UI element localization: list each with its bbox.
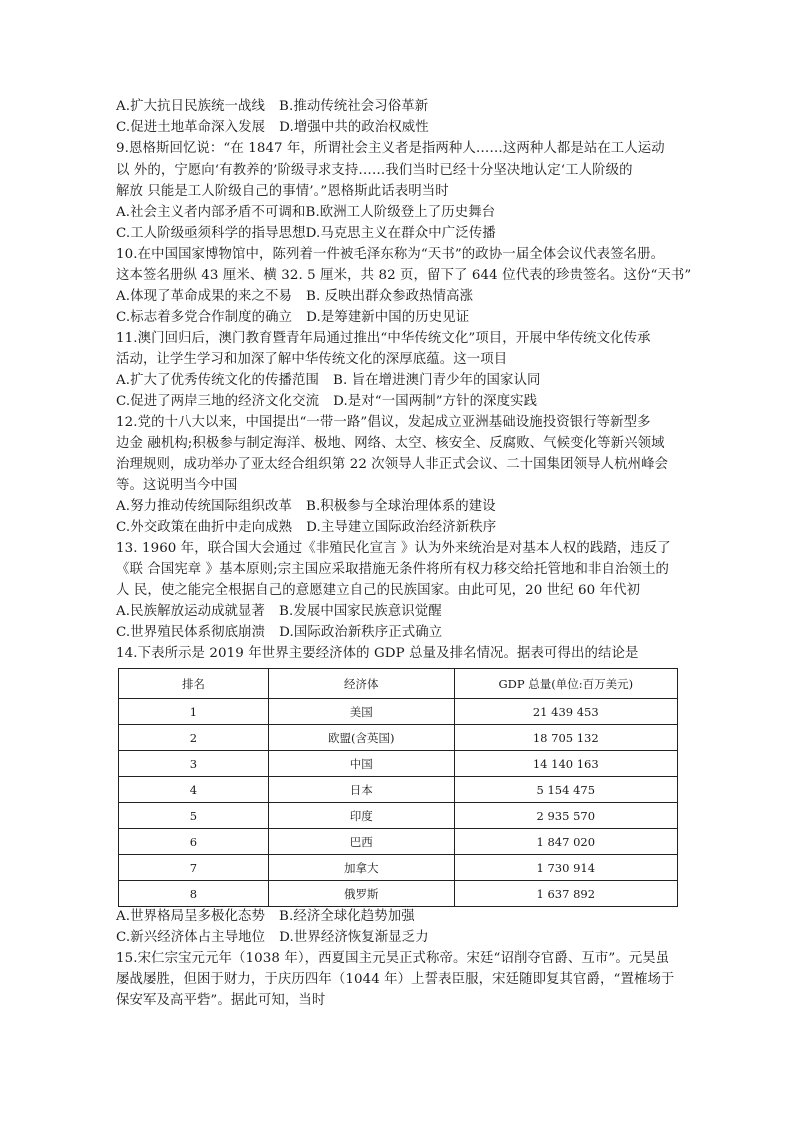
q11-stem-line: 11.澳门回归后，澳门教育暨青年局通过推出“中华传统文化”项目，开展中华传统文化传承 <box>116 331 651 346</box>
table-body <box>119 699 678 907</box>
q14-options-row-2 <box>116 928 429 948</box>
q8-options-row-1 <box>116 97 428 117</box>
q9-option-c: C.工人阶级亟须科学的指导思想 <box>116 226 306 241</box>
q13-option-b: B.发展中国家民族意识觉醒 <box>279 604 442 619</box>
table-cell-rank: 5 <box>119 803 269 829</box>
q15-stem-line: 屡战屡胜，但困于财力，于庆历四年（1044 年）上誓表臣服，宋廷随即复其官爵，“置榷场于 <box>116 972 675 987</box>
q9-options-row-1 <box>116 203 495 223</box>
table-cell-gdp: 1 637 892 <box>454 881 677 907</box>
q9-options-row-2 <box>116 224 496 244</box>
q9-stem-line: 9.恩格斯回忆说：“在 1847 年，所谓社会主义者是指两种人……这两种人都是站在工人运动 <box>116 141 665 156</box>
table-row <box>119 699 678 725</box>
q12-options-row-1 <box>116 497 496 517</box>
q13-option-c: C.世界殖民体系彻底崩溃 <box>116 625 266 640</box>
table-cell-gdp: 18 705 132 <box>454 725 677 751</box>
column-header-rank: 排名 <box>119 669 269 699</box>
q12-option-d: D.主导建立国际政治经济新秩序 <box>306 520 497 535</box>
q8-options-row-2 <box>116 118 429 138</box>
q13-stem-line: 人 民，使之能完全根据自己的意愿建立自己的民族国家。由此可见，20 世纪 60 年代初 <box>116 583 641 598</box>
q10-stem-line: 这本签名册纵 43 厘米、横 32. 5 厘米，共 82 页，留下了 644 位代表的珍贵签名。这份“天书” <box>116 268 692 283</box>
q10-options-row-2 <box>116 308 469 328</box>
table-cell-economy: 日本 <box>268 777 454 803</box>
table-row <box>119 855 678 881</box>
q11-option-b: B. 旨在增进澳门青少年的国家认同 <box>333 373 541 388</box>
q9-stem-line: 以 外的，宁愿向‘有教养的’阶级寻求支持……我们当时已经十分坚决地认定‘工人阶级的 <box>116 163 633 178</box>
q13-option-d: D.国际政治新秩序正式确立 <box>279 625 443 640</box>
q9-option-b: B.欧洲工人阶级登上了历史舞台 <box>305 205 496 220</box>
q8-option-a: A.扩大抗日民族统一战线 <box>116 99 266 114</box>
q10-option-a: A.体现了革命成果的来之不易 <box>116 289 293 304</box>
q15-stem-line: 15.宋仁宗宝元元年（1038 年），西夏国主元昊正式称帝。宋廷“诏削夺官爵、互市”。元昊虽 <box>116 951 670 966</box>
q15-stem-line: 保安军及高平砦”。据此可知，当时 <box>116 993 326 1008</box>
q12-stem-line: 边金 融机构;积极参与制定海洋、极地、网络、太空、核安全、反腐败、气候变化等新兴领域 <box>116 436 665 451</box>
table-cell-gdp: 1 730 914 <box>454 855 677 881</box>
q8-option-d: D.增强中共的政治权威性 <box>279 120 429 135</box>
q14-stem-line: 14.下表所示是 2019 年世界主要经济体的 GDP 总量及排名情况。据表可得出的结论是 <box>116 646 639 661</box>
q11-option-c: C.促进了两岸三地的经济文化交流 <box>116 394 320 409</box>
q12-option-a: A.努力推动传统国际组织改革 <box>116 499 293 514</box>
table-cell-rank: 8 <box>119 881 269 907</box>
q11-options-row-2 <box>116 392 537 412</box>
q12-options-row-2 <box>116 518 496 538</box>
q10-option-d: D.是筹建新中国的历史见证 <box>306 310 470 325</box>
q12-option-b: B.积极参与全球治理体系的建设 <box>306 499 496 514</box>
table-cell-gdp: 1 847 020 <box>454 829 677 855</box>
table-row <box>119 725 678 751</box>
table-cell-gdp: 5 154 475 <box>454 777 677 803</box>
q12-stem-line: 治理规则，成功举办了亚太经合组织第 22 次领导人非正式会议、二十国集团领导人杭州峰会 <box>116 457 669 472</box>
table-cell-rank: 2 <box>119 725 269 751</box>
q13-options-row-2 <box>116 623 442 643</box>
table-cell-economy: 印度 <box>268 803 454 829</box>
table-cell-economy: 巴西 <box>268 829 454 855</box>
table-cell-rank: 6 <box>119 829 269 855</box>
table-cell-economy: 美国 <box>268 699 454 725</box>
q13-option-a: A.民族解放运动成就显著 <box>116 604 266 619</box>
q11-option-a: A.扩大了优秀传统文化的传播范围 <box>116 373 319 388</box>
q14-option-a: A.世界格局呈多极化态势 <box>116 909 266 924</box>
table-cell-economy: 欧盟(含英国) <box>268 725 454 751</box>
q11-options-row-1 <box>116 371 541 391</box>
table-cell-rank: 1 <box>119 699 269 725</box>
q9-option-a: A.社会主义者内部矛盾不可调和 <box>116 205 306 220</box>
table-cell-economy: 中国 <box>268 751 454 777</box>
q14-options-row-1 <box>116 907 415 927</box>
table-cell-rank: 7 <box>119 855 269 881</box>
q13-stem-line: 《联 合国宪章 》基本原则;宗主国应采取措施无条件将所有权力移交给托管地和非自治领土的 <box>116 562 669 577</box>
q13-options-row-1 <box>116 602 442 622</box>
table-header-row <box>119 669 678 699</box>
table-row <box>119 777 678 803</box>
q12-stem-line: 12.党的十八大以来，中国提出“一带一路”倡议，发起成立亚洲基础设施投资银行等新型多 <box>116 415 651 430</box>
q12-option-c: C.外交政策在曲折中走向成熟 <box>116 520 293 535</box>
table-cell-economy: 加拿大 <box>268 855 454 881</box>
table-cell-gdp: 21 439 453 <box>454 699 677 725</box>
q10-options-row-1 <box>116 287 473 307</box>
q11-stem-line: 活动，让学生学习和加深了解中华传统文化的深厚底蕴。这一项目 <box>116 352 508 367</box>
q8-option-c: C.促进土地革命深入发展 <box>116 120 266 135</box>
q10-option-c: C.标志着多党合作制度的确立 <box>116 310 293 325</box>
q10-option-b: B. 反映出群众参政热情高涨 <box>306 289 474 304</box>
table-cell-rank: 4 <box>119 777 269 803</box>
q14-option-d: D.世界经济恢复渐显乏力 <box>279 930 429 945</box>
q14-option-c: C.新兴经济体占主导地位 <box>116 930 266 945</box>
q12-stem-line: 等。这说明当今中国 <box>116 478 238 493</box>
q13-stem-line: 13. 1960 年，联合国大会通过《非殖民化宣言 》认为外来统治是对基本人权的践踏，违反了 <box>116 541 671 556</box>
table-row <box>119 803 678 829</box>
gdp-ranking-table <box>118 668 678 907</box>
q9-option-d: D.马克思主义在群众中广泛传播 <box>305 226 496 241</box>
q9-stem-line: 解放 只能是工人阶级自己的事情’。”恩格斯此话表明当时 <box>116 184 449 199</box>
q11-option-d: D.是对“一国两制”方针的深度实践 <box>333 394 538 409</box>
q10-stem-line: 10.在中国国家博物馆中，陈列着一件被毛泽东称为“天书”的政协一届全体会议代表签名册。 <box>116 247 665 262</box>
column-header-economy: 经济体 <box>268 669 454 699</box>
table-row <box>119 881 678 907</box>
table-cell-gdp: 14 140 163 <box>454 751 677 777</box>
table-cell-rank: 3 <box>119 751 269 777</box>
column-header-gdp: GDP 总量(单位:百万美元) <box>454 669 677 699</box>
table-cell-gdp: 2 935 570 <box>454 803 677 829</box>
q14-option-b: B.经济全球化趋势加强 <box>279 909 415 924</box>
table-row <box>119 829 678 855</box>
table-cell-economy: 俄罗斯 <box>268 881 454 907</box>
q8-option-b: B.推动传统社会习俗革新 <box>279 99 429 114</box>
table-row <box>119 751 678 777</box>
